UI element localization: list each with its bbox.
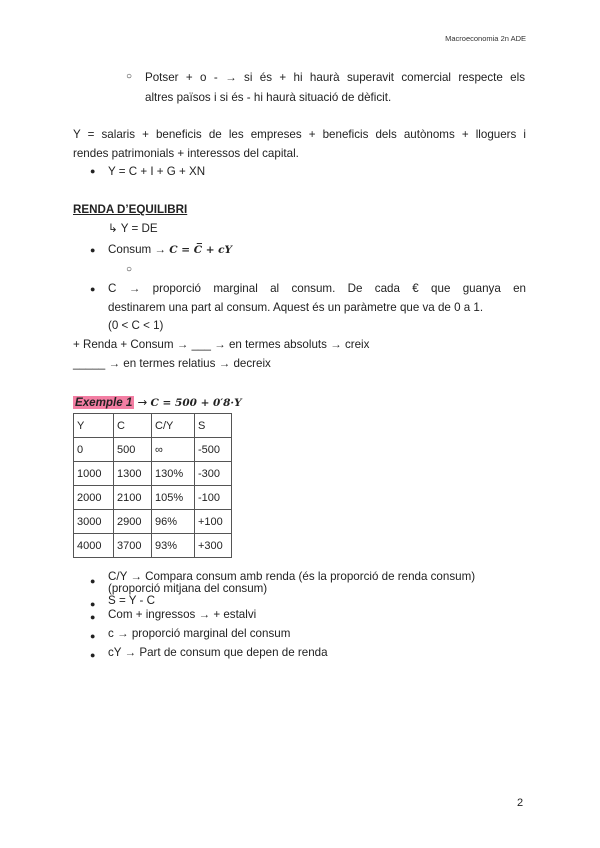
table-cell: 0	[74, 438, 114, 462]
table-cell: 3000	[74, 510, 114, 534]
potser-line-2: altres països i si és - hi haurà situació de dèficit.	[145, 91, 392, 104]
table-cell: 500	[114, 438, 152, 462]
table-cell: +100	[195, 510, 232, 534]
header-title: Macroeconomia 2n ADE	[445, 34, 526, 43]
example-label: Exemple 1	[75, 396, 133, 409]
note-4: c → proporció marginal del consum	[108, 627, 291, 640]
c-description-line-3: (0 < C < 1)	[108, 319, 164, 332]
example-table	[73, 413, 232, 558]
table-cell: 93%	[152, 534, 195, 558]
example-arrow: →	[137, 395, 148, 409]
example-heading	[73, 393, 242, 412]
table-row	[74, 438, 232, 462]
table-row	[74, 534, 232, 558]
section-title: RENDA D’EQUILIBRI	[73, 203, 188, 216]
bullet-icon: ●	[90, 650, 96, 660]
table-cell: 2000	[74, 486, 114, 510]
table-cell: 105%	[152, 486, 195, 510]
hollow-bullet-icon: ○	[126, 264, 133, 275]
bullet-icon: ●	[90, 284, 96, 294]
table-cell: -100	[195, 486, 232, 510]
table-cell: 2100	[114, 486, 152, 510]
table-cell: 1000	[74, 462, 114, 486]
bullet-icon: ●	[90, 599, 96, 609]
y-definition-line-1: Y = salaris + beneficis de les empreses + beneficis dels autònoms + lloguers i	[73, 128, 526, 141]
note-5: cY → Part de consum que depen de renda	[108, 646, 328, 659]
table-cell: 3700	[114, 534, 152, 558]
absolute-terms-line: + Renda + Consum → ___ → en termes absoluts → creix	[73, 338, 370, 351]
table-cell: ∞	[152, 438, 195, 462]
bullet-icon: ●	[90, 245, 96, 255]
table-header-cell: C	[114, 414, 152, 438]
table-header-cell: S	[195, 414, 232, 438]
consum-formula: C = C̅ + cY	[169, 244, 233, 256]
note-3: Com + ingressos → + estalvi	[108, 608, 257, 621]
table-header-cell: Y	[74, 414, 114, 438]
bullet-icon: ●	[90, 576, 96, 586]
c-description-line-2: destinarem una part al consum. Aquest és un paràmetre que va de 0 a 1.	[108, 301, 484, 314]
table-cell: 2900	[114, 510, 152, 534]
hollow-bullet-icon: ○	[126, 71, 133, 82]
renda-sub-line: ↳ Y = DE	[108, 222, 158, 235]
table-row	[74, 486, 232, 510]
note-2: S = Y - C	[108, 594, 155, 607]
y-definition-line-2: rendes patrimonials + interessos del capital.	[73, 147, 299, 160]
bullet-icon: ●	[90, 166, 96, 176]
bullet-icon: ●	[90, 612, 96, 622]
table-row	[74, 462, 232, 486]
example-formula: C = 500 + 0′8·Y	[150, 397, 242, 409]
note-1-line-2: (proporció mitjana del consum)	[108, 582, 268, 595]
table-header-cell: C/Y	[152, 414, 195, 438]
bullet-icon: ●	[90, 631, 96, 641]
page-number: 2	[517, 797, 524, 809]
potser-line-1: Potser + o - → si és + hi haurà superavit comercial respecte els	[145, 71, 525, 84]
table-cell: -500	[195, 438, 232, 462]
table-cell: 96%	[152, 510, 195, 534]
table-cell: 4000	[74, 534, 114, 558]
table-cell: +300	[195, 534, 232, 558]
table-row	[74, 510, 232, 534]
consum-line	[108, 241, 232, 259]
table-cell: 130%	[152, 462, 195, 486]
note-1-line-1: C/Y → Compara consum amb renda (és la proporció de renda consum)	[108, 570, 476, 583]
consum-label: Consum →	[108, 243, 166, 256]
table-cell: -300	[195, 462, 232, 486]
y-formula: Y = C + I + G + XN	[108, 165, 206, 178]
table-header-row	[74, 414, 232, 438]
relative-terms-line: _____ → en termes relatius → decreix	[73, 357, 271, 370]
c-description-line-1: C → proporció marginal al consum. De cada € que guanya en	[108, 282, 526, 295]
table-cell: 1300	[114, 462, 152, 486]
